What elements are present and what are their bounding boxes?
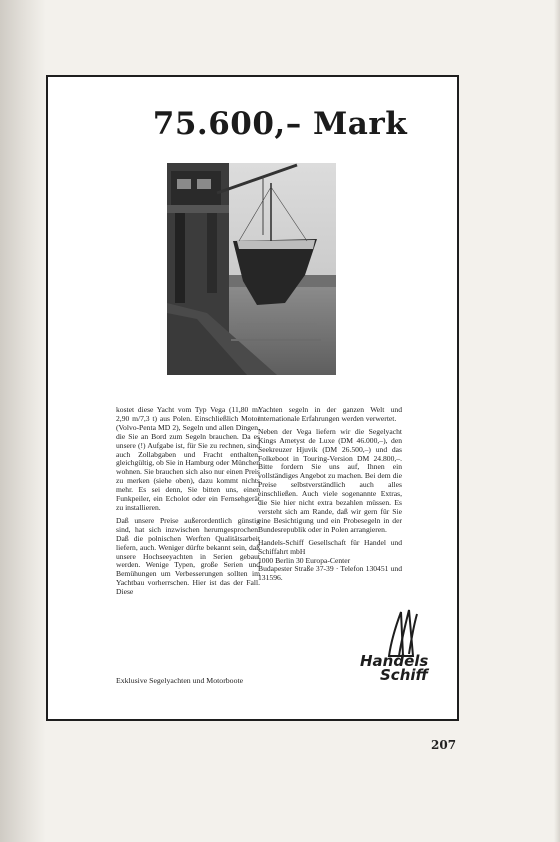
tagline: Exklusive Segelyachten und Motorboote [116, 676, 244, 685]
headline-price: 75.600,– Mark [152, 106, 408, 142]
body-paragraph: kostet diese Yacht vom Typ Vega (11,80 m/ 2,90 m/7,3 t) aus Polen. Einschließlich Motor (Volvo-Penta MD 2), Segeln und allen Dingen, die Sie an Bord zum Segeln brauchen. Da es unsere (!) Aufgabe ist, für Sie zu rechnen, sind auch Zollabgaben und Fracht enthalten, gleichgültig, ob Sie in Hamburg oder München wohnen. Sie brauchen sich also nur einen Preis zu merken (siehe oben), dazu kommt nichts mehr. Es sei denn, Sie bitten uns, einen Funkpeiler, ein Echolot oder ein Fernsehgerät zu installieren. [116, 405, 260, 512]
body-paragraph: Daß unsere Preise außerordentlich günstig sind, hat sich inzwischen herumgesprochen. Daß die polnischen Werften Qualitätsarbeit liefern, auch. Weniger dürfte bekannt sein, daß unsere Hochseeyachten in Serien gebaut werden. Wenige Typen, große Serien und Bemühungen um Verbesserungen sollten im Yachtbau vorherrschen. Hier ist das der Fall. Diese [116, 515, 260, 597]
company-address: Handels-Schiff Gesellschaft für Handel und Schiffahrt mbH 1000 Berlin 30 Europa-Center Budapester Straße 37-39 · Telefon 130451 und 131596. [258, 537, 402, 583]
page-number: 207 [431, 738, 457, 752]
logo-line-2: Schiff [380, 666, 429, 684]
logo-line-1: Handels [360, 652, 429, 670]
ship-in-harbor-photo-icon [167, 163, 336, 375]
body-text-left-column [116, 406, 260, 601]
body-paragraph: Neben der Vega liefern wir die Segelyacht Kings Ametyst de Luxe (DM 46.000,–), den Seekreuzer Hjuvik (DM 26.500,–) und das Folkeboot in Touring-Version DM 24.800,–. Bitte fordern Sie uns auf, Ihnen ein vollständiges Angebot zu machen. Bei dem die Preise selbstverständlich auch alles einschließen. Auch viele sogenannte Extras, die Sie hier nicht extra bezahlen müssen. Es versteht sich am Rande, daß wir gern für Sie eine Besichtigung und ein Probesegeln in der Bundesrepublik oder in Polen arrangieren. [258, 426, 402, 534]
body-text-right-column [258, 406, 402, 587]
body-paragraph: Yachten segeln in der ganzen Welt und internationale Erfahrungen werden verwertet. [258, 405, 402, 423]
company-logo-text [360, 654, 440, 682]
